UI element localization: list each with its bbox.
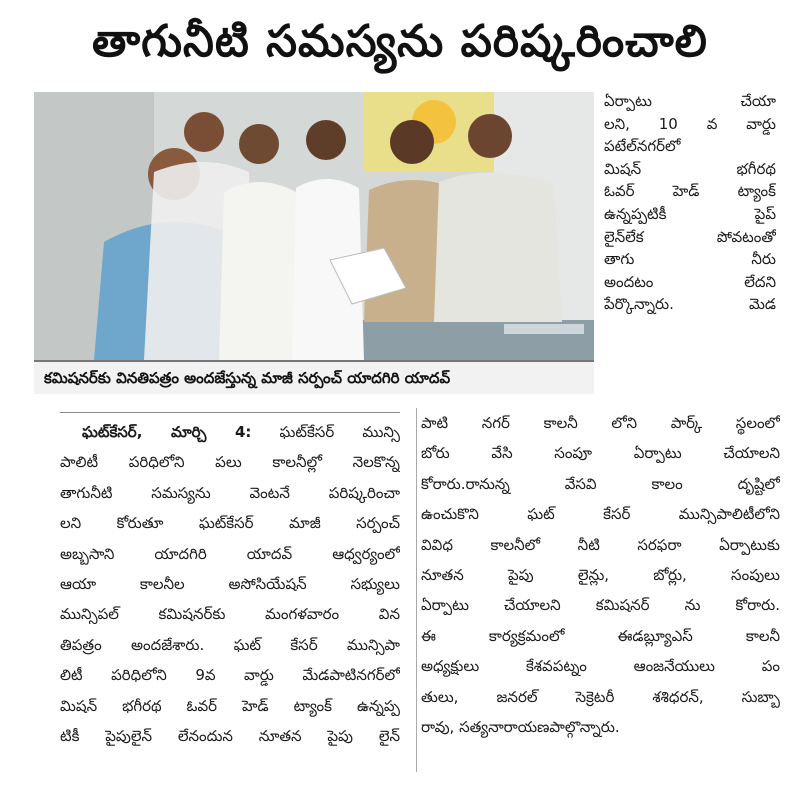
right-column	[416, 408, 780, 772]
dateline: ఘట్‌కేసర్, మార్చి 4:	[82, 423, 252, 441]
dateline-line	[60, 417, 400, 447]
side-column	[604, 90, 776, 406]
text-line: తిపత్రం అందజేశారు. ఘట్ కేసర్ మున్సిపా	[60, 635, 400, 654]
text-line: రావు, సత్యనారాయణపాల్గొన్నారు.	[421, 717, 620, 736]
text-line: పటేల్‌నగర్‌లో	[604, 137, 681, 156]
photo-caption: కమిషనర్‌కు వినతిపత్రం అందజేస్తున్న మాజీ సర్పంచ్ యాదగిరి యాదవ్	[34, 360, 594, 394]
text-line: పేర్కొన్నారు. మెడ	[604, 295, 776, 314]
text-line: లని కోరుతూ ఘట్‌కేసర్ మాజీ సర్పంచ్	[60, 514, 400, 533]
text-line: ఉంచుకొని ఘట్ కేసర్ మున్సిపాలిటీలోని	[421, 505, 780, 524]
text-line: ఈ కార్యక్రమంలో ఈడబ్ల్యూఎస్ కాలనీ	[421, 626, 780, 645]
text-line: పాలిటీ పరిధిలోని పలు కాలనీల్లో నెలకొన్న	[60, 453, 400, 472]
news-photo	[34, 92, 594, 360]
text-line: వివిధ కాలనీలో నీటి సరఫరా ఏర్పాటుకు	[421, 535, 780, 554]
headline: తాగునీటి సమస్యను పరిష్కరించాలి	[92, 16, 708, 67]
text-line: అందటం లేదని	[604, 272, 776, 291]
text-line: ఉన్నప్పటికీ పైప్	[604, 204, 776, 223]
text-line: అధ్యక్షులు కేశవపట్నం ఆంజనేయులు పం	[421, 657, 780, 676]
text-line: బోరు వేసి సంపూ ఏర్పాటు చేయాలని	[421, 444, 780, 463]
text-line: లిటీ పరిధిలోని 9వ వార్డు మేడపాటినగర్‌లో	[60, 666, 400, 685]
text-line: కోరారు.రానున్న వేసవి కాలం దృష్టిలో	[421, 474, 780, 493]
text-line: తాగు నీరు	[604, 250, 776, 269]
text-line: తులు, జనరల్ సెక్రెటరీ శశిధరన్, సుబ్బా	[421, 687, 780, 706]
left-column	[60, 412, 400, 772]
text-line: తాగునీటి సమస్యను వెంటనే పరిష్కరించా	[60, 483, 400, 502]
text-line: ఆయా కాలనీల అసోసియేషన్ సభ్యులు	[60, 574, 400, 593]
text-line: మిషన్ భగీరథ	[604, 159, 776, 178]
text-line: నూతన పైపు లైన్లు, బోర్లు, సంపులు	[421, 565, 780, 584]
text-line: లని, 10 వ వార్డు	[604, 114, 776, 133]
text-line: లైన్‌లేక పోవటంతో	[604, 227, 776, 246]
text-line: పాటి నగర్ కాలనీ లోని పార్క్ స్థలంలో	[421, 414, 780, 432]
text-line: అబ్బసాని యాదగిరి యాదవ్ ఆధ్వర్యంలో	[60, 544, 400, 563]
text-line: ఏర్పాటు చేయా	[604, 92, 776, 110]
text-span: ఘట్‌కేసర్ మున్సి	[279, 423, 400, 441]
text-line: మున్సిపల్ కమిషనర్‌కు మంగళవారం విన	[60, 605, 400, 624]
text-line: ఏర్పాటు చేయాలని కమిషనర్ ను కోరారు.	[421, 596, 780, 615]
text-line: ఓవర్ హెడ్ ట్యాంక్	[604, 182, 776, 201]
text-line: మిషన్ భగీరథ ఓవర్ హెడ్ ట్యాంక్ ఉన్నప్ప	[60, 696, 400, 715]
text-line: టికీ పైపులైన్ లేనందున నూతన పైపు లైన్	[60, 726, 400, 745]
